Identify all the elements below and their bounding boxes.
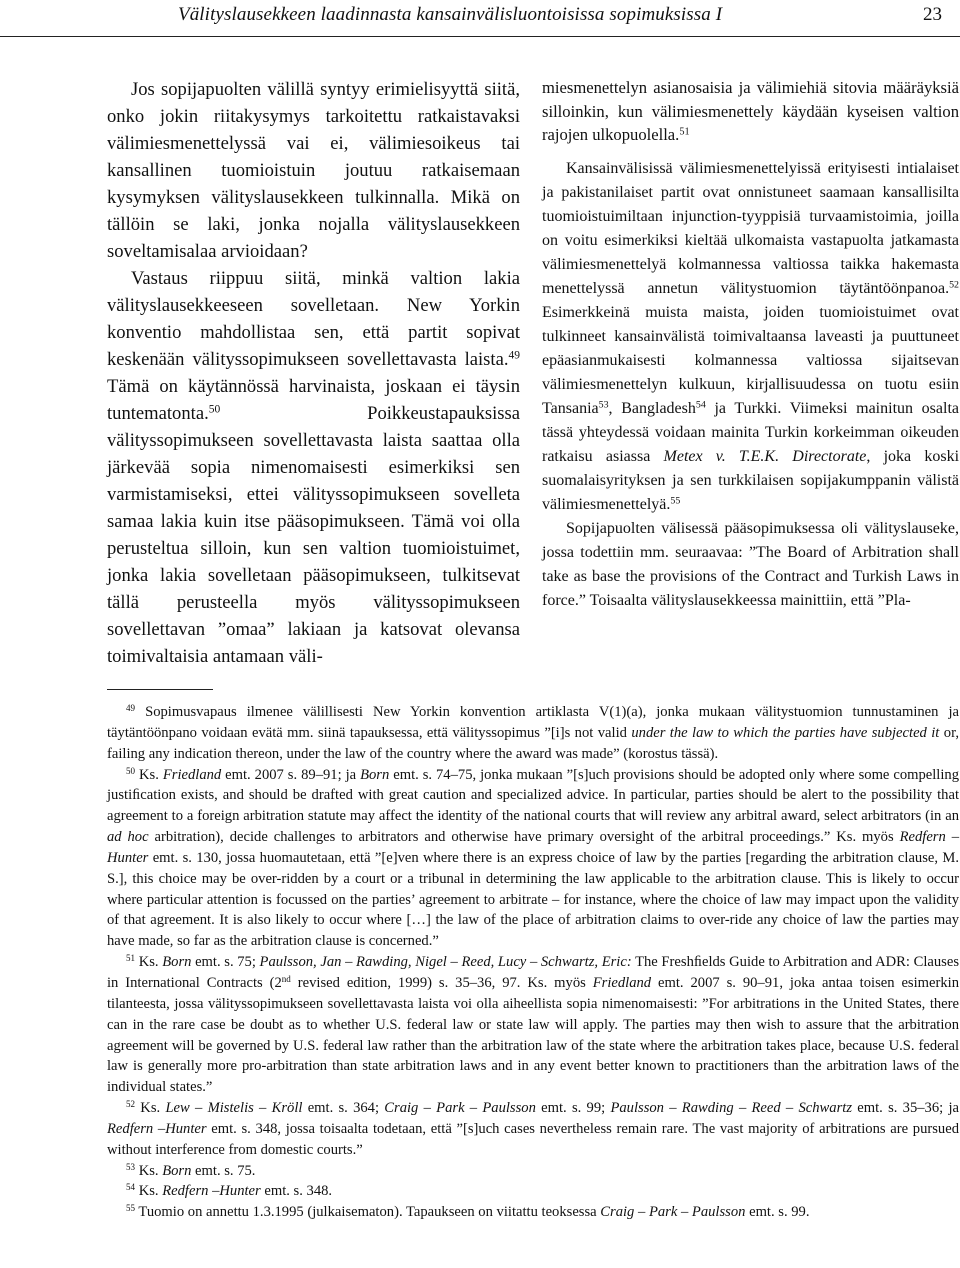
- text-run: , joka koski suomalaisyrityksen ja sen turkkilaisen sopijakumppanin välistä välimiesmenettelyä.: [542, 447, 960, 513]
- footnote-ref[interactable]: 52: [949, 279, 959, 291]
- footnote-55: [107, 1202, 959, 1223]
- text-run: miesmenettelyn asianosaisia ja välimiehiä sitovia määräyksiä silloinkin, kun välimiesmenettely käydään kyseisen valtion rajojen ulkopuolella.: [542, 78, 959, 144]
- text-run: Ks.: [135, 954, 163, 971]
- text-run: emt. 2007 s. 89–91; ja: [221, 766, 361, 783]
- page-number: 23: [923, 4, 942, 25]
- paragraph: [107, 265, 520, 670]
- text-run: emt. s. 74–75, jonka mukaan ”[s]uch provisions should be adopted only where some compelling justiﬁcation exists, and should be drafted with great caution and specialized advice. In particular, parties should be alert to the possibility that agreement to a foreign arbitration statute may affect the identity of the national courts that will review any arbitral award, select arbitrators (in an: [107, 766, 960, 825]
- text-run: emt. s. 130, jossa huomautetaan, että ”[e]ven where there is an express choice of law by the parties [regarding the arbitration clause, M. S.], this choice may be over-ridden by a court or a tribunal in determining the law applicable to the arbitration clause. This is likely to occur where particular attention is focussed on the parties’ agreement to arbitrate – for instance, where the choice of law may impact upon the validity of that agreement. It is also likely to occur where […] the law of the place of arbitration claims to over-ride any choice of law the parties may have made, so far as the arbitration clause is concerned.”: [107, 849, 959, 950]
- footnote-rule: [107, 689, 213, 690]
- footnote-number: 50: [126, 765, 136, 776]
- text-run: or, failing any indication thereon, under the law of the country where the award was made” (korostus tässä).: [107, 724, 960, 762]
- paragraph: [542, 76, 959, 147]
- footnote-ref[interactable]: 50: [208, 403, 221, 416]
- text-run: emt. s. 75.: [191, 1162, 256, 1179]
- footnote-number: 51: [126, 953, 136, 964]
- footnote-ref[interactable]: 55: [670, 495, 681, 507]
- text-run: Esimerkkeinä muista maista, joiden tuomioistuimet ovat tulkinneet kansainvälistä toimivaltaansa laveasti ja puuttuneet epäasianmukaisesti kolmannessa valtiossa sijaitsevan välimiesmenettelyn kulkuun, kirjallisuudessa on tuotu esiin Tansania: [542, 303, 959, 417]
- paragraph: Sopijapuolten välisessä pääsopimuksessa oli välityslauseke, jossa todettiin mm. seuraavaa: ”The Board of Arbitration shall take as base the provisions of the Contract and Turkish Laws in force.” Toisaalta välityslausekkeessa mainittiin, että ”Pla-: [542, 519, 959, 609]
- footnote-number: 53: [126, 1161, 136, 1172]
- text-run: Vastaus riippuu siitä, minkä valtion lakia välityslausekkeeseen sovelletaan. New Yorkin konventio mahdollistaa sen, että partit sopivat keskenään välityssopimukseen sovellettavasta laista.: [107, 268, 520, 370]
- italic-run: Friedland: [162, 766, 222, 783]
- italic-run: Born: [360, 766, 390, 783]
- text-run: emt. s. 99.: [745, 1204, 810, 1221]
- footnote-number: 54: [126, 1182, 136, 1193]
- text-run: revised edition, 1999) s. 35–36, 97. Ks. myös: [290, 974, 593, 991]
- text-run: emt. s. 348.: [260, 1183, 333, 1200]
- footnote-54: [107, 1181, 959, 1202]
- footnote-ref[interactable]: 54: [695, 399, 706, 411]
- italic-run: Redfern –Hunter: [162, 1183, 261, 1200]
- italic-run: under the law to which the parties have subjected it: [631, 724, 940, 741]
- text-run: Poikkeustapauksissa välityssopimukseen sovellettavasta laista saattaa olla järkevää sopia nimenomaisesti esimerkiksi sen varmistamiseksi, ettei välityssopimukseen sovelleta samaa lakia kuin itse pääsopimukseen. Tämä voi olla perusteltua silloin, kun sen valtion tuomioistuimet, jonka lakia sovelletaan pääsopimukseen, tulkitsevat tällä perusteella myös välityssopimukseen sovellettavan ”omaa” lakiaan ja katsovat olevansa toimivaltaisia antamaan väli-: [107, 403, 520, 667]
- text-run: Ks.: [135, 1162, 163, 1179]
- italic-run: Redfern –Hunter: [107, 1120, 207, 1137]
- header-rule: [0, 36, 960, 37]
- text-run: emt. s. 364;: [302, 1100, 385, 1117]
- italic-run: Craig – Park – Paulsson: [384, 1100, 536, 1117]
- footnote-ref[interactable]: 53: [598, 399, 609, 411]
- italic-run: Lew – Mistelis – Kröll: [165, 1100, 303, 1117]
- case-name: Metex v. T.E.K. Directorate: [663, 447, 867, 465]
- italic-run: Friedland: [592, 974, 652, 991]
- left-column: [107, 76, 520, 670]
- italic-run: ad hoc: [107, 829, 149, 846]
- paragraph: Jos sopijapuolten välillä syntyy erimielisyyttä siitä, onko jokin riitakysymys tarkoitettu ratkaistavaksi välimiesmenettelyssä vai ei, välimiesoikeus tai kansallinen tuomioistuin joutuu ratkaisemaan kysymyksen välityslausekkeen tulkinnalla. Mikä on tällöin se laki, jonka nojalla välityslausekkeen soveltamisalaa arvioidaan?: [107, 79, 520, 262]
- italic-run: Craig – Park – Paulsson: [600, 1204, 746, 1221]
- footnote-50: [107, 765, 959, 953]
- paragraph: [542, 157, 959, 517]
- italic-run: Paulsson – Rawding – Reed – Schwartz: [610, 1100, 853, 1117]
- text-run: emt. s. 348, jossa toisaalta todetaan, että ”[s]uch cases nevertheless remain rare. The vast majority of arbitrations are pursued without interference from domestic courts.”: [107, 1120, 959, 1158]
- text-run: Ks.: [135, 1100, 166, 1117]
- text-run: Sopimusvapaus ilmenee välillisesti New Yorkin konvention artiklasta V(1)(a), jonka mukaan välitystuomion tunnustaminen ja täytäntöönpano voidaan evätä mm. siinä tapauksessa, että välityssopimus ”[i]s not valid: [107, 704, 959, 741]
- text-run: emt. s. 35–36; ja: [852, 1100, 959, 1117]
- page-header: [0, 0, 960, 40]
- text-run: Ks.: [135, 1183, 163, 1200]
- footnote-ref[interactable]: 51: [679, 126, 690, 138]
- footnote-51: [107, 952, 959, 1098]
- footnote-49: [107, 702, 959, 765]
- text-run: emt. 2007 s. 90–91, joka antaa toisen esimerkin tilanteesta, jossa välityssopimukseen sovellettavasta laista voi olla aiheellista sopia nimenomaisesti: ”For arbitrations in the United States, there can in the rare case be doubt as to whether U.S. federal law or state law will apply. The parties may then wish to assure that the arbitration agreement will be governed by U.S. federal law rather than the arbitration law of the state where the arbitration takes place, because U.S. federal law is generally more pro-arbitration than state arbitration laws and in any event better known to practitioners than the arbitration laws of the individual states.”: [107, 974, 959, 1096]
- text-run: emt. s. 75;: [191, 954, 260, 971]
- text-run: Tuomio on annettu 1.3.1995 (julkaisematon). Tapaukseen on viitattu teoksessa: [135, 1204, 601, 1221]
- text-run: , Bangladesh: [608, 399, 696, 417]
- ordinal-suffix: nd: [281, 974, 291, 984]
- right-column: [542, 76, 959, 613]
- text-run: arbitration), decide challenges to arbitrators and otherwise have primary oversight of the arbitral proceedings.” Ks. myös: [148, 829, 900, 846]
- footnote-ref[interactable]: 49: [508, 349, 520, 362]
- text-run: Tämä on käytännössä harvinaista, joskaan ei täysin tuntematonta.: [107, 376, 520, 424]
- footnote-number: 49: [126, 703, 136, 714]
- italic-run: Born: [162, 954, 192, 971]
- footnote-53: [107, 1161, 959, 1182]
- text-run: emt. s. 99;: [535, 1100, 611, 1117]
- italic-run: Born: [162, 1162, 192, 1179]
- text-run: Ks.: [135, 766, 163, 783]
- italic-run: Paulsson, Jan – Rawding, Nigel – Reed, Lucy – Schwartz, Eric:: [259, 954, 632, 971]
- footnotes: [107, 702, 959, 1223]
- footnote-number: 52: [126, 1099, 136, 1110]
- italic-run: Redfern – Hunter: [107, 829, 959, 866]
- text-run: The Freshﬁelds Guide to Arbitration and ADR: Clauses in International Contracts (2: [107, 954, 959, 991]
- running-title: Välityslausekkeen laadinnasta kansainvälisluontoisissa sopimuksissa I: [178, 4, 723, 25]
- text-run: ja Turkki. Viimeksi mainitun osalta tässä yhteydessä voidaan mainita Turkin korkeimman oikeuden ratkaisu asiassa: [542, 399, 959, 465]
- footnote-number: 55: [126, 1203, 136, 1214]
- text-run: Kansainvälisissä välimiesmenettelyissä erityisesti intialaiset ja pakistanilaiset partit ovat onnistuneet saamaan kansallisilta tuomioistuimiltaan injunction-tyyppisiä turvaamistoimia, joilla on voitu esimerkiksi kieltää ulkomaista vastapuolta jatkamasta välimiesmenettelyä kolmannessa valtiossa taikka hakemasta menettelyssä annetun välitystuomion täytäntöönpanoa.: [542, 159, 959, 297]
- footnote-52: [107, 1098, 959, 1161]
